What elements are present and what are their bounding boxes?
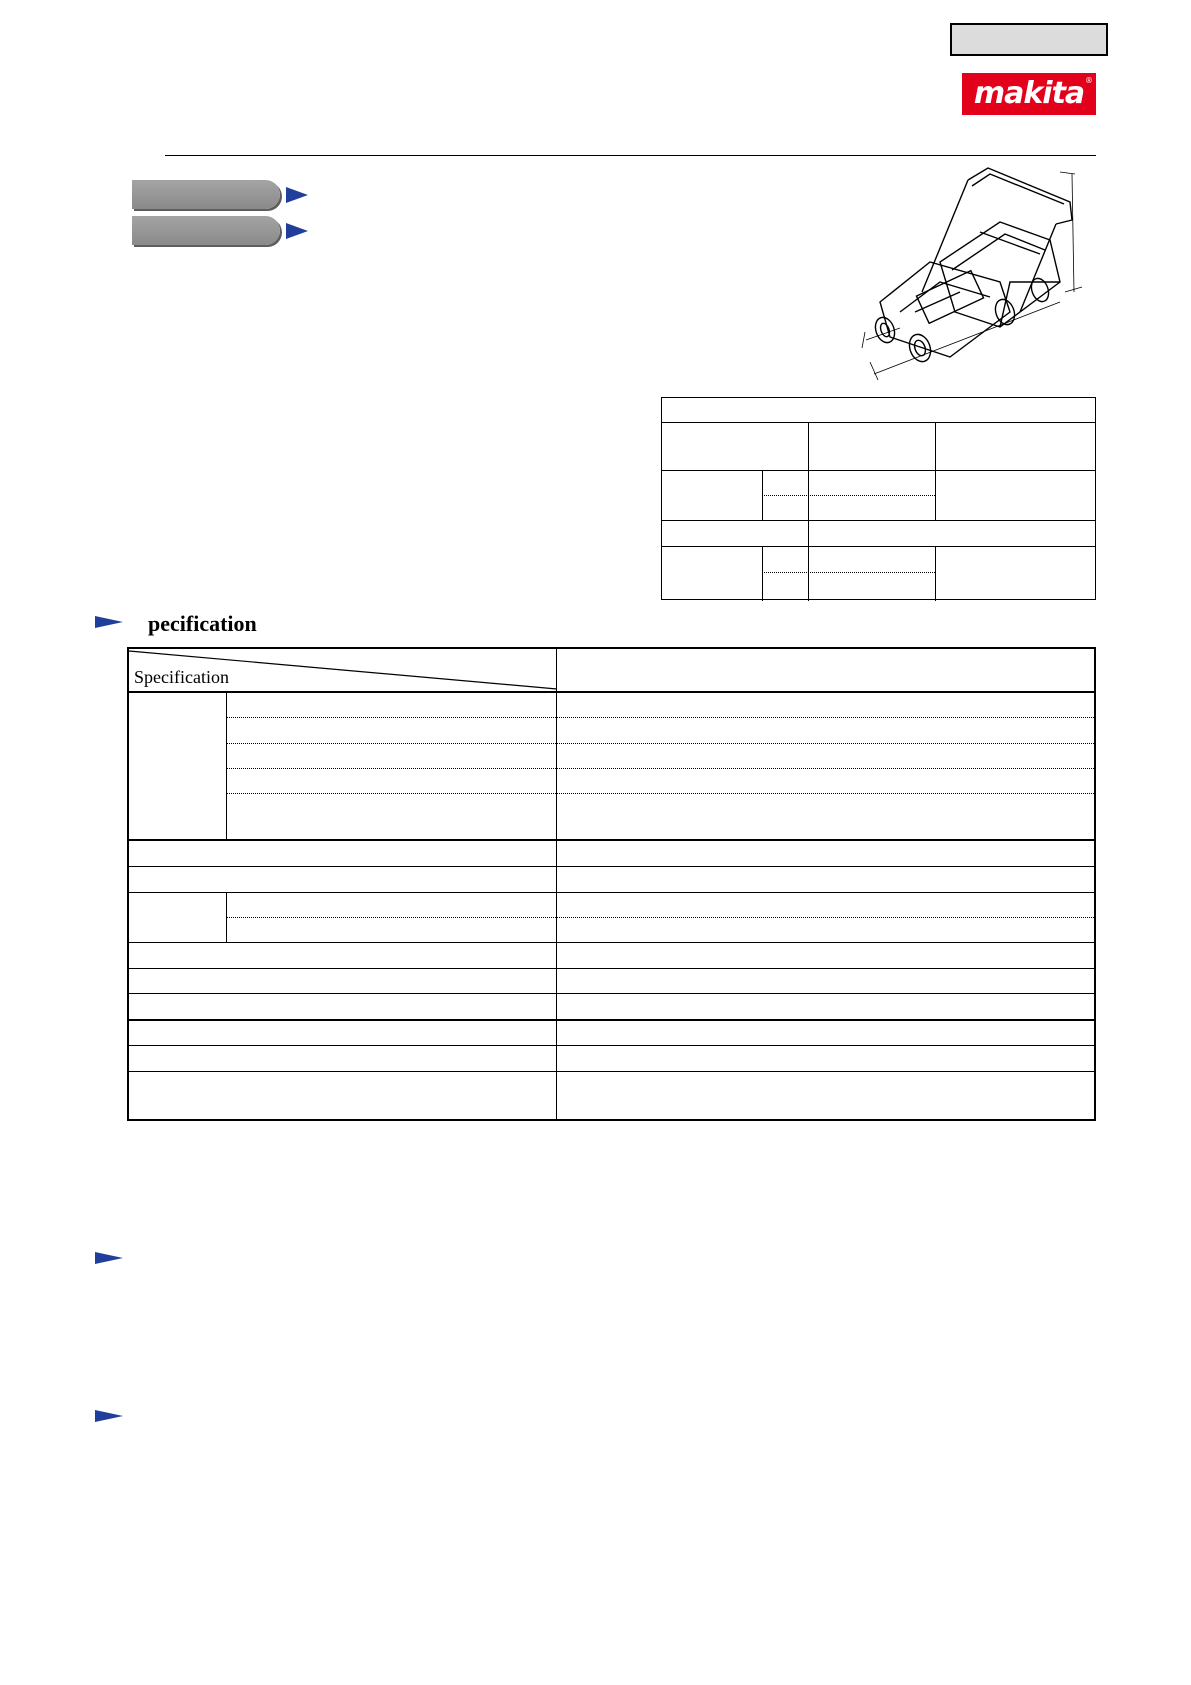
triangle-right-icon xyxy=(285,186,309,204)
triangle-right-icon xyxy=(94,1408,124,1424)
header-divider xyxy=(165,155,1096,156)
nav-pill-2[interactable] xyxy=(132,216,280,245)
dimensions-table xyxy=(661,397,1096,600)
specification-table xyxy=(127,647,1096,1121)
specification-header-label: Specification xyxy=(134,667,229,687)
registered-mark: ® xyxy=(1085,76,1093,85)
logo-text: makita xyxy=(973,76,1085,111)
nav-pill-1[interactable] xyxy=(132,180,280,209)
specification-title: pecification xyxy=(148,611,257,636)
triangle-right-icon xyxy=(285,222,309,240)
model-number-box xyxy=(950,23,1108,56)
triangle-right-icon xyxy=(94,614,124,630)
lawn-mower-icon xyxy=(860,162,1085,382)
makita-logo xyxy=(962,73,1096,115)
triangle-right-icon xyxy=(94,1250,124,1266)
